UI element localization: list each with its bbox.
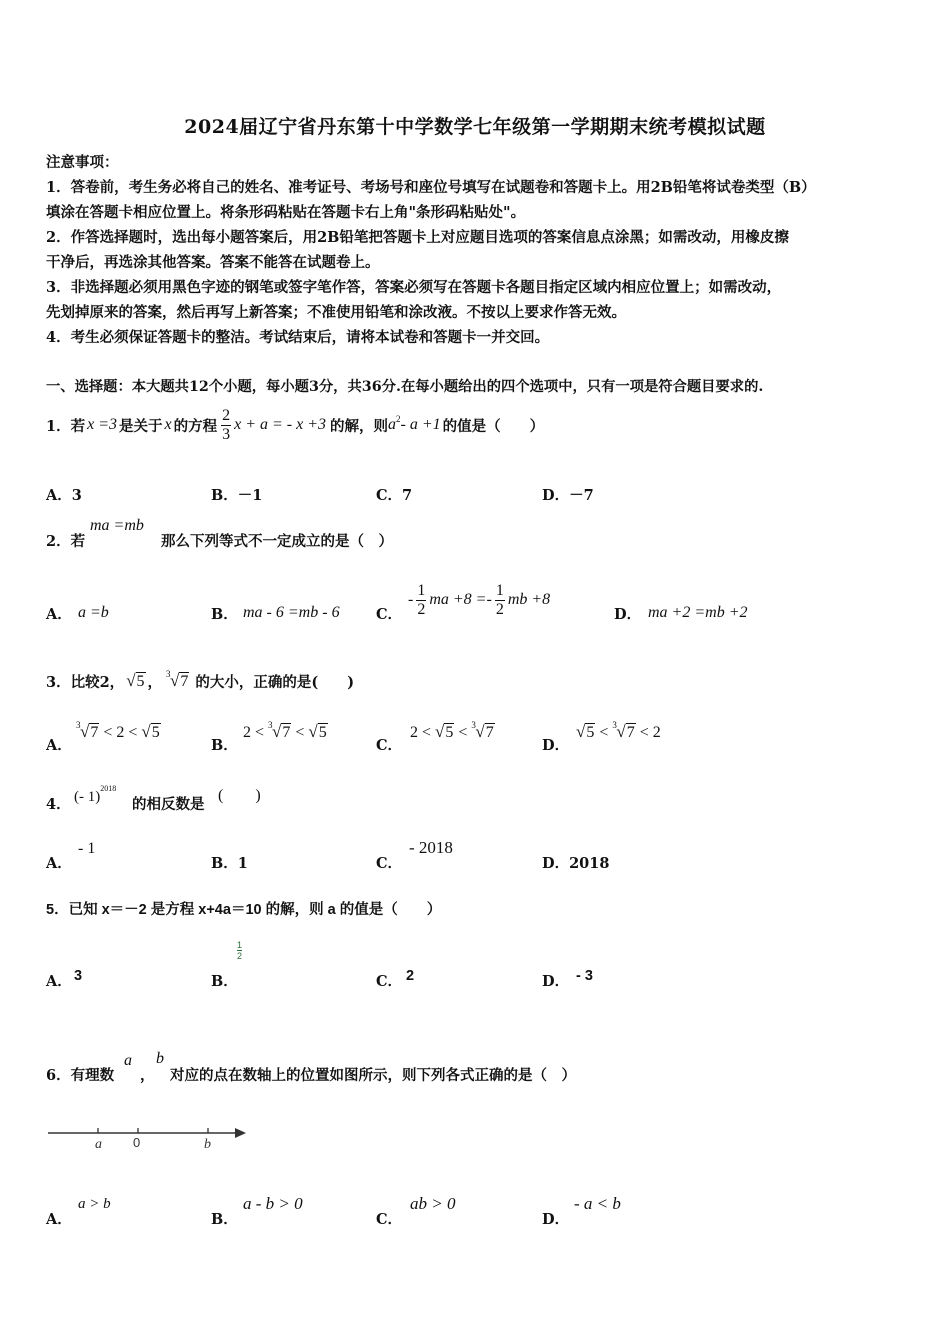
q5-option-b-label[interactable]: B．	[211, 973, 238, 990]
q1-text: 的解，则	[330, 417, 389, 435]
q6-option-d-label[interactable]: D．	[542, 1211, 570, 1228]
q2-option-d-label[interactable]: D．	[614, 606, 642, 623]
q3-option-a-label[interactable]: A．	[46, 737, 72, 754]
q1-equation: x + a = - x +3	[234, 416, 327, 433]
q4-option-b[interactable]: B．1	[211, 855, 248, 872]
fraction: $\frac{1}{2}$	[417, 581, 426, 618]
q1-option-a[interactable]: A．3	[46, 487, 82, 504]
q3-option-d[interactable]: √5 < 3 √7 < 2	[576, 720, 661, 741]
notes-line: 1．答卷前，考生务必将自己的姓名、准考证号、考场号和座位号填写在试题卷和答题卡上。用2B铅笔将试卷类型（B）	[46, 179, 816, 196]
q1-fraction	[221, 408, 231, 443]
q2-option-b[interactable]: ma - 6 =mb - 6	[243, 604, 340, 621]
notes-line: 先划掉原来的答案，然后再写上新答案；不准使用铅笔和涂改液。不按以上要求作答无效。	[46, 304, 626, 321]
q3-option-b[interactable]: 2 < 3 √7 < √5	[243, 720, 327, 741]
cbrt-7: 3 √7	[166, 669, 189, 690]
q1-text: 的方程	[173, 417, 218, 435]
notes-line: 干净后，再选涂其他答案。答案不能答在试题卷上。	[46, 254, 380, 271]
q6-var-b: b	[156, 1050, 164, 1067]
q6-comma: ，	[140, 1067, 155, 1084]
notes-line: 填涂在答题卡相应位置上。将条形码粘贴在答题卡右上角"条形码粘贴处"。	[46, 204, 526, 221]
q5-option-a-label[interactable]: A．	[46, 973, 72, 990]
q4-expression: (- 1)$^{2018}$	[74, 784, 117, 805]
label-0: 0	[133, 1135, 141, 1150]
q3-option-d-label[interactable]: D．	[542, 737, 570, 754]
q5-option-d-label[interactable]: D．	[542, 973, 570, 990]
q2-option-a-label[interactable]: A．	[46, 606, 72, 623]
q3-option-c[interactable]: 2 < √5 < 3 √7	[410, 720, 494, 741]
question-6-prefix: 6．有理数	[46, 1067, 115, 1084]
q6-option-a[interactable]: a > b	[78, 1196, 111, 1212]
q4-option-a-label[interactable]: A．	[46, 855, 72, 872]
q6-option-c-label[interactable]: C．	[376, 1211, 403, 1228]
q5-option-b[interactable]: 1 2	[237, 940, 243, 961]
q2-option-c[interactable]: - $\frac{1}{2}$ ma +8 =- $\frac{1}{2}$ mb +8	[408, 581, 551, 618]
question-2-text: 那么下列等式不一定成立的是（ ）	[161, 533, 393, 550]
q2-option-a[interactable]: a =b	[78, 604, 109, 621]
q6-option-c[interactable]: ab > 0	[410, 1194, 456, 1213]
q2-option-b-label[interactable]: B．	[211, 606, 238, 623]
q1-option-b[interactable]: B．－1	[211, 487, 263, 504]
q5-option-c-label[interactable]: C．	[376, 973, 403, 990]
q1-exponent: 2	[396, 414, 401, 424]
sqrt-5: √5	[126, 671, 145, 690]
q2-condition: ma =mb	[90, 517, 144, 534]
q3-option-a[interactable]: 3 √7 < 2 < √5	[76, 720, 160, 741]
question-1	[46, 402, 544, 448]
question-5: 5．已知 x＝－2 是方程 x+4a＝10 的解，则 a 的值是（ ）	[46, 902, 442, 918]
q6-option-b-label[interactable]: B．	[211, 1211, 238, 1228]
number-line-figure	[46, 1118, 256, 1158]
q2-option-d[interactable]: ma +2 =mb +2	[648, 604, 748, 621]
notes-line: 3．非选择题必须用黑色字迹的钢笔或签字笔作答，答案必须写在答题卡各题目指定区域内相应位置上；如需改动，	[46, 279, 782, 296]
q6-option-a-label[interactable]: A．	[46, 1211, 72, 1228]
q4-option-a[interactable]: - 1	[78, 840, 96, 857]
q4-option-c[interactable]: - 2018	[409, 838, 453, 857]
notes-line: 2．作答选择题时，选出每小题答案后，用2B铅笔把答题卡上对应题目选项的答案信息点涂黑；如需改动，用橡皮擦	[46, 229, 789, 246]
q6-option-b[interactable]: a - b > 0	[243, 1194, 303, 1213]
q1-option-d[interactable]: D．－7	[542, 487, 594, 504]
q1-text: 1．若	[46, 417, 86, 435]
q5-option-d[interactable]: - 3	[576, 968, 593, 984]
q5-option-c[interactable]: 2	[406, 968, 415, 984]
question-2-prefix: 2．若	[46, 533, 86, 550]
fraction-numerator: 2	[222, 406, 231, 424]
q1-text: 是关于	[119, 417, 163, 435]
fraction-denominator: 3	[222, 425, 231, 443]
q6-var-a: a	[124, 1052, 132, 1069]
q1-text: 的值是（ ）	[442, 417, 545, 435]
question-6-text: 对应的点在数轴上的位置如图所示，则下列各式正确的是（ ）	[170, 1067, 576, 1084]
arrow-icon	[235, 1128, 246, 1138]
q4-option-d[interactable]: D．2018	[542, 855, 610, 872]
page-title: 2024届辽宁省丹东第十中学数学七年级第一学期期末统考模拟试题	[184, 116, 766, 138]
q2-option-c-label[interactable]: C．	[376, 606, 403, 623]
label-b: b	[204, 1137, 211, 1152]
q3-option-b-label[interactable]: B．	[211, 737, 238, 754]
question-3: 3．比较2， √5 ， 3 √7 的大小，正确的是( )	[46, 669, 355, 691]
q4-paren: ( )	[218, 787, 261, 804]
notes	[46, 150, 816, 350]
q3-option-c-label[interactable]: C．	[376, 737, 403, 754]
label-a: a	[95, 1137, 102, 1152]
notes-line: 4．考生必须保证答题卡的整洁。考试结束后，请将本试卷和答题卡一并交回。	[46, 329, 550, 346]
section-heading: 一、选择题：本大题共12个小题，每小题3分，共36分.在每小题给出的四个选项中，只有一项是符合题目要求的.	[46, 379, 764, 395]
notes-heading: 注意事项：	[46, 154, 119, 171]
q1-math: x	[164, 416, 172, 433]
question-4-number: 4．	[46, 796, 71, 813]
q6-option-d[interactable]: - a < b	[574, 1194, 621, 1213]
question-4-text: 的相反数是	[132, 796, 205, 813]
q1-option-c[interactable]: C．7	[376, 487, 413, 504]
q1-math: a	[388, 416, 397, 433]
q1-math: x =3	[87, 416, 117, 433]
q4-option-c-label[interactable]: C．	[376, 855, 403, 872]
fraction: $\frac{1}{2}$	[495, 581, 504, 618]
q5-option-a[interactable]: 3	[74, 968, 83, 984]
q1-math: - a +1	[400, 416, 441, 433]
